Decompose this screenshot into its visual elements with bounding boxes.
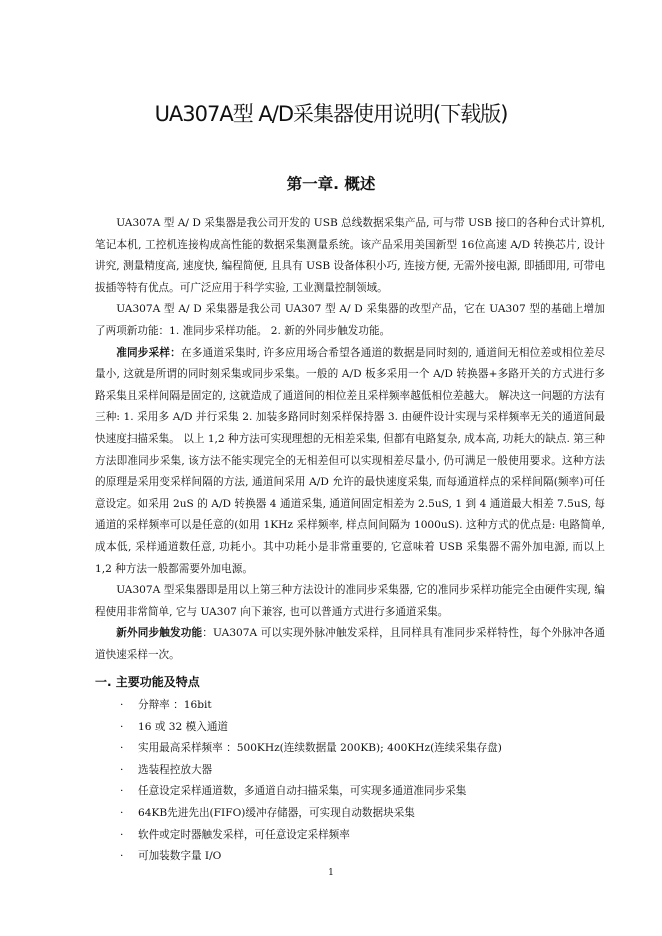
feature-item	[120, 846, 502, 868]
feature-text: 64KB先进先出(FIFO)缓冲存储器，可实现自动数据块采集	[138, 806, 415, 819]
intro-paragraph-1: UA307A 型 A/ D 采集器是我公司开发的 USB 总线数据采集产品, 可与带 USB 接口的各种台式计算机, 笔记本机, 工控机连接构成高性能的数据采集测量系统。该产品采用美国新型 16位高速 A/D 转换芯片, 设计讲究, 测量精度高, 速度快, 编程简便, 且具有 USB 设备体积小巧, 连接方便, 无需外接电源, 即插即用, 可带电拔插等特有优点。可广泛应用于科学实验, 工业测量控制领域。	[95, 217, 605, 294]
feature-item	[120, 717, 502, 739]
feature-item	[120, 825, 502, 847]
ext-trigger-label: 新外同步触发功能	[116, 627, 203, 640]
feature-list	[120, 695, 502, 868]
feature-text: 16 或 32 模入通道	[138, 720, 229, 733]
feature-text: 软件或定时器触发采样，可任意设定采样频率	[138, 828, 350, 841]
chapter-heading: 第一章. 概述	[286, 175, 376, 193]
intro-paragraph-4: UA307A 型采集器即是用以上第三种方法设计的准同步采集器, 它的准同步采样功能完全由硬件实现, 编程使用非常简单, 它与 UA307 向下兼容, 也可以普通方式进行多通道采集。	[95, 584, 605, 618]
section-heading-features: 一. 主要功能及特点	[95, 675, 200, 689]
feature-item	[120, 695, 502, 717]
bullet-icon: ·	[120, 785, 124, 798]
bullet-icon: ·	[120, 720, 124, 733]
feature-item	[120, 738, 502, 760]
feature-item	[120, 760, 502, 782]
bullet-icon: ·	[120, 742, 124, 755]
intro-paragraph-2: UA307A 型 A/ D 采集器是我公司 UA307 型 A/ D 采集器的改型产品，它在 UA307 型的基础上增加了两项新功能：1. 准同步采样功能。 2. 新的外同步触发功能。	[95, 303, 605, 337]
bullet-icon: ·	[120, 850, 124, 863]
bullet-icon: ·	[120, 699, 124, 711]
page-number: 1	[328, 868, 334, 878]
feature-item	[120, 781, 502, 803]
feature-text: 任意设定采样通道数，多通道自动扫描采集，可实现多通道准同步采集	[138, 785, 467, 798]
feature-text: 选装程控放大器	[138, 763, 213, 776]
bullet-icon: ·	[120, 806, 124, 819]
quasi-sync-paragraph	[95, 343, 605, 581]
quasi-sync-text: 在多通道采集时, 许多应用场合希望各通道的数据是同时刻的, 通道间无相位差或相位差尽量小, 这就是所谓的同时刻采集或同步采集。一般的 A/D 板多采用一个 A/D 转换器+多路开关的方式进行多路采集且采样间隔是固定的, 这就造成了通道间的相位差且采样频率越低相位差越大。 解决这一问题的方法有三种: 1. 采用多 A/D 并行采集 2. 加装多路同时刻采样保持器 3. 由硬件设计实现与采样频率无关的通道间最快速度扫描采集。 以上 1,2 种方法可实现理想的无相差采集, 但都有电路复杂, 成本高, 功耗大的缺点. 第三种方法即准同步采集, 该方法不能实现完全的无相差但可以实现相差尽量小, 仍可满足一般使用要求。这种方法的原理是采用变采样间隔的方法, 通道间采用 A/D 允许的最快速度采集, 而每通道样点的采样间隔(频率)可任意设定。如采用 2uS 的 A/D 转换器 4 通道采集, 通道间固定相差为 2.5uS, 1 到 4 通道最大相差 7.5uS, 每通道的采样频率可以是任意的(如用 1KHz 采样频率, 样点间间隔为 1000uS). 这种方式的优点是: 电路简单, 成本低, 采样通道数任意, 功耗小。其中功耗小是非常重要的, 它意味着 USB 采集器不需外加电源, 而以上 1,2 种方法一般都需要外加电源。	[95, 346, 606, 575]
feature-item	[120, 803, 502, 825]
document-title: UA307A型 A/D采集器使用说明(下载版)	[154, 102, 508, 126]
feature-text: 可加装数字量 I/O	[138, 850, 222, 863]
bullet-icon: ·	[120, 763, 124, 776]
ext-trigger-text: ：UA307A 可以实现外脉冲触发采样，且同样具有准同步采样特性，每个外脉冲各通道快速采样一次。	[95, 627, 605, 661]
feature-text: 实用最高采样频率 ：500KHz(连续数据量 200KB); 400KHz(连续采集存盘)	[138, 742, 502, 755]
bullet-icon: ·	[120, 828, 124, 841]
feature-text: 分辩率 ：16bit	[138, 699, 212, 711]
ext-trigger-paragraph	[95, 623, 605, 666]
quasi-sync-label: 准同步采样：	[116, 346, 181, 359]
overview-body	[95, 213, 605, 666]
